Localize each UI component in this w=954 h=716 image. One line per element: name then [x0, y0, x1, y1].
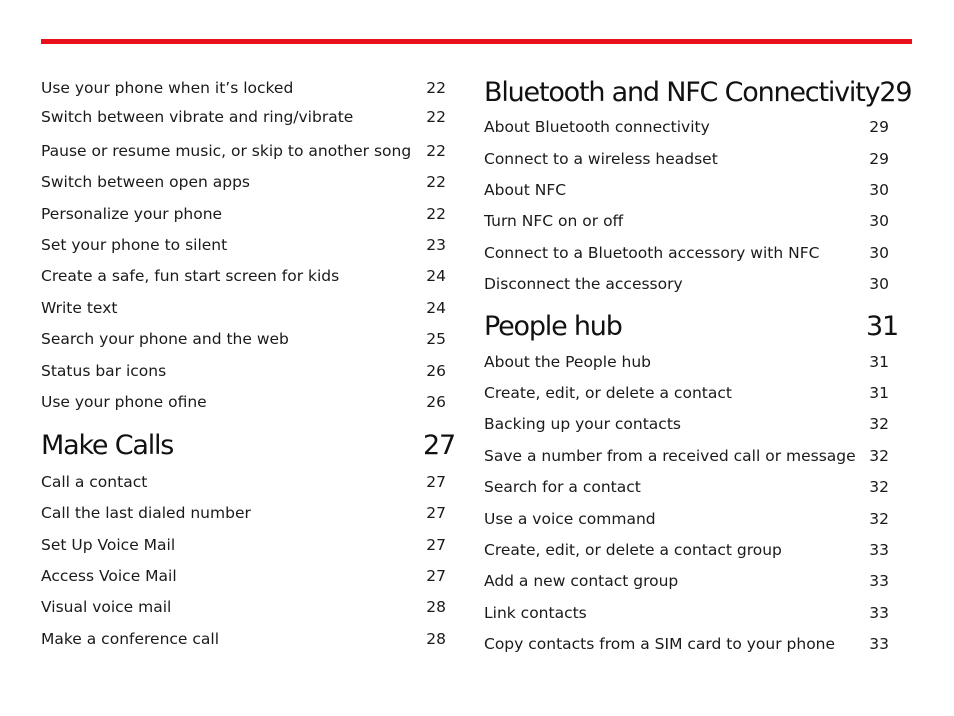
- toc-entry[interactable]: [41, 172, 455, 192]
- toc-entry[interactable]: [41, 392, 455, 412]
- entry-title: Create, edit, or delete a contact group: [484, 541, 782, 559]
- toc-entry[interactable]: [41, 204, 455, 224]
- entry-page: 25: [426, 330, 446, 348]
- toc-entry[interactable]: [484, 603, 898, 623]
- toc-left-column: [41, 0, 455, 716]
- entry-page: 26: [426, 393, 446, 411]
- entry-page: 32: [869, 447, 889, 465]
- entry-title: Switch between open apps: [41, 173, 250, 191]
- entry-page: 32: [869, 510, 889, 528]
- toc-entry[interactable]: [41, 597, 455, 617]
- toc-entry[interactable]: [484, 571, 898, 591]
- entry-page: 22: [426, 173, 446, 191]
- entry-page: 27: [426, 473, 446, 491]
- entry-title: Use your phone ofine: [41, 393, 207, 411]
- entry-page: 22: [426, 205, 446, 223]
- entry-title: Save a number from a received call or message: [484, 447, 856, 465]
- entry-title: Visual voice mail: [41, 598, 172, 616]
- entry-page: 24: [426, 267, 446, 285]
- toc-entry[interactable]: [484, 180, 898, 200]
- entry-page: 33: [869, 572, 889, 590]
- entry-page: 22: [426, 142, 446, 160]
- entry-title: Write text: [41, 299, 118, 317]
- entry-page: 32: [869, 415, 889, 433]
- toc-entry[interactable]: [41, 266, 455, 286]
- toc-entry[interactable]: [41, 503, 455, 523]
- toc-entry[interactable]: [41, 235, 455, 255]
- entry-page: 22: [426, 108, 446, 126]
- entry-page: 29: [869, 118, 889, 136]
- entry-page: 30: [869, 212, 889, 230]
- toc-entry[interactable]: [41, 472, 455, 492]
- entry-title: Set Up Voice Mail: [41, 536, 176, 554]
- section-page: 29: [879, 77, 912, 108]
- entry-title: Use a voice command: [484, 510, 656, 528]
- entry-title: Set your phone to silent: [41, 236, 228, 254]
- entry-page: 33: [869, 604, 889, 622]
- entry-title: Turn NFC on or off: [484, 212, 624, 230]
- entry-title: About the People hub: [484, 353, 652, 371]
- section-heading-make-calls[interactable]: [41, 429, 455, 463]
- entry-title: Connect to a Bluetooth accessory with NFC: [484, 244, 820, 262]
- toc-entry[interactable]: [484, 149, 898, 169]
- entry-page: 31: [869, 384, 889, 402]
- entry-page: 30: [869, 275, 889, 293]
- entry-page: 32: [869, 478, 889, 496]
- section-title: Make Calls: [41, 430, 174, 461]
- section-title: Bluetooth and NFC Connectivity: [484, 77, 880, 108]
- entry-page: 27: [426, 504, 446, 522]
- entry-page: 30: [869, 181, 889, 199]
- section-page: 31: [866, 311, 898, 342]
- entry-title: Search for a contact: [484, 478, 641, 496]
- entry-title: Pause or resume music, or skip to another song: [41, 142, 412, 160]
- toc-entry[interactable]: [484, 540, 898, 560]
- toc-entry[interactable]: [41, 535, 455, 555]
- toc-entry[interactable]: [484, 414, 898, 434]
- entry-title: Connect to a wireless headset: [484, 150, 718, 168]
- toc-entry[interactable]: [41, 629, 455, 649]
- toc-entry[interactable]: [484, 509, 898, 529]
- entry-title: Status bar icons: [41, 362, 167, 380]
- entry-title: Create a safe, fun start screen for kids: [41, 267, 340, 285]
- toc-right-column: [484, 0, 912, 716]
- entry-page: 26: [426, 362, 446, 380]
- toc-entry[interactable]: [41, 78, 455, 98]
- entry-title: About Bluetooth connectivity: [484, 118, 710, 136]
- toc-entry[interactable]: [41, 566, 455, 586]
- toc-entry[interactable]: [41, 361, 455, 381]
- entry-title: Disconnect the accessory: [484, 275, 683, 293]
- entry-page: 29: [869, 150, 889, 168]
- entry-page: 22: [426, 79, 446, 97]
- entry-page: 27: [426, 567, 446, 585]
- entry-title: Search your phone and the web: [41, 330, 289, 348]
- toc-entry[interactable]: [41, 298, 455, 318]
- toc-entry[interactable]: [484, 383, 898, 403]
- entry-title: Switch between vibrate and ring/vibrate: [41, 108, 354, 126]
- entry-page: 24: [426, 299, 446, 317]
- entry-title: Add a new contact group: [484, 572, 679, 590]
- entry-title: Create, edit, or delete a contact: [484, 384, 732, 402]
- entry-page: 33: [869, 635, 889, 653]
- entry-page: 28: [426, 598, 446, 616]
- toc-entry[interactable]: [484, 446, 898, 466]
- toc-entry[interactable]: [41, 141, 455, 161]
- entry-title: Link contacts: [484, 604, 587, 622]
- entry-title: Call a contact: [41, 473, 148, 491]
- toc-entry[interactable]: [484, 274, 898, 294]
- toc-entry[interactable]: [484, 477, 898, 497]
- entry-page: 33: [869, 541, 889, 559]
- entry-page: 28: [426, 630, 446, 648]
- entry-title: Personalize your phone: [41, 205, 223, 223]
- entry-page: 27: [426, 536, 446, 554]
- entry-title: Use your phone when it’s locked: [41, 79, 294, 97]
- entry-page: 23: [426, 236, 446, 254]
- entry-title: Backing up your contacts: [484, 415, 681, 433]
- entry-page: 30: [869, 244, 889, 262]
- section-page: 27: [423, 430, 455, 461]
- toc-entry[interactable]: [484, 352, 898, 372]
- toc-entry[interactable]: [484, 634, 898, 654]
- entry-title: Make a conference call: [41, 630, 220, 648]
- section-title: People hub: [484, 311, 622, 342]
- entry-title: Access Voice Mail: [41, 567, 177, 585]
- toc-entry[interactable]: [41, 107, 455, 127]
- entry-title: About NFC: [484, 181, 567, 199]
- toc-entry[interactable]: [484, 243, 898, 263]
- toc-entry[interactable]: [41, 329, 455, 349]
- entry-title: Copy contacts from a SIM card to your phone: [484, 635, 836, 653]
- section-heading-people-hub[interactable]: [484, 310, 898, 344]
- section-heading-bluetooth-nfc[interactable]: [484, 76, 912, 110]
- toc-entry[interactable]: [484, 117, 898, 137]
- entry-page: 31: [869, 353, 889, 371]
- entry-title: Call the last dialed number: [41, 504, 251, 522]
- toc-entry[interactable]: [484, 211, 898, 231]
